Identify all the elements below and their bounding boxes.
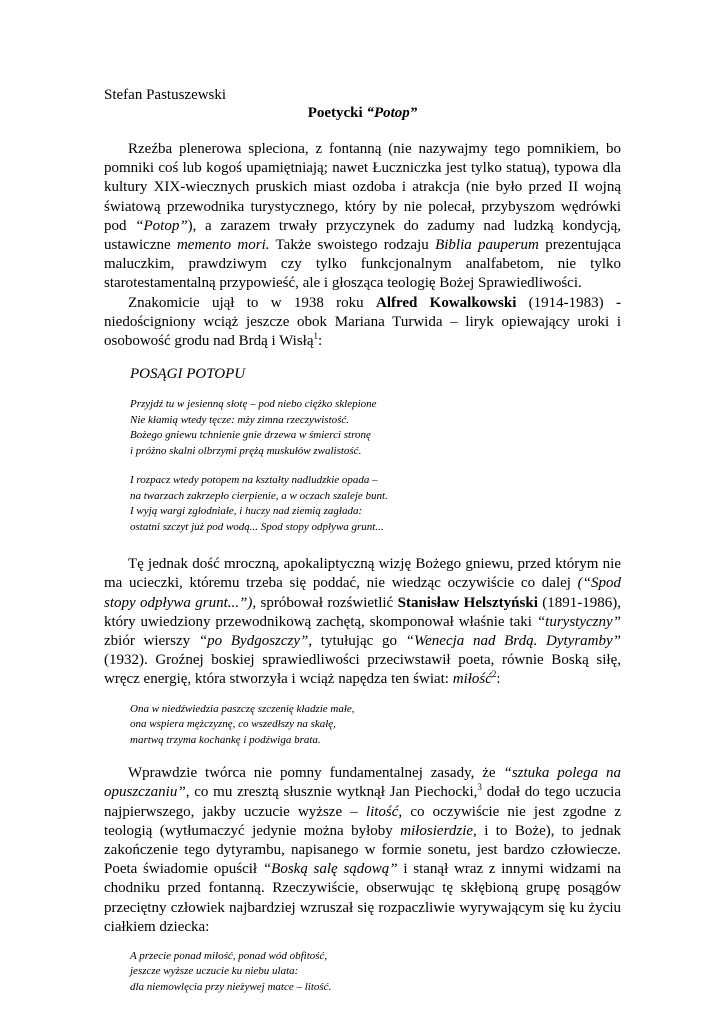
text-run-italic: “po Bydgoszczy” bbox=[198, 633, 309, 650]
text-run: , tytułując go bbox=[308, 633, 406, 650]
poem-line: I wyją wargi zgłodniałe, i huczy nad ziemią zagłada: bbox=[130, 505, 363, 518]
paragraph-2 bbox=[104, 294, 621, 352]
text-run-italic: litość, bbox=[365, 803, 403, 820]
text-run: ), a zarazem trwały przyczynek do zadumy nad ludzką kondycją, ustawiczne bbox=[104, 217, 621, 254]
text-run: Także swoistego rodzaju bbox=[269, 237, 436, 254]
paragraph-4 bbox=[104, 764, 621, 937]
poem-stanza-1 bbox=[130, 397, 621, 459]
poem-title: POSĄGI POTOPU bbox=[130, 366, 246, 383]
poem-line: martwą trzyma kochankę i podźwiga brata. bbox=[130, 733, 321, 746]
text-run: : bbox=[496, 671, 501, 688]
footnote-ref[interactable]: 2 bbox=[491, 669, 497, 680]
footnote-ref[interactable]: 3 bbox=[477, 782, 482, 793]
text-run: Wprawdzie twórca nie pomny fundamentalnej zasady, że bbox=[128, 765, 504, 782]
poem-quote-1 bbox=[130, 702, 621, 749]
text-run: , co mu zresztą słusznie wytknął Jan Piechocki, bbox=[185, 784, 478, 801]
poem-quote-2 bbox=[130, 949, 621, 996]
text-run-bold: - bbox=[615, 294, 621, 311]
poem-line: na twarzach zakrzepło cierpienie, a w oczach szaleje bunt. bbox=[130, 489, 388, 502]
poem-line: Przyjdź tu w jesienną słotę – pod niebo ciężko sklepione bbox=[130, 398, 377, 411]
title-italic: “Potop” bbox=[366, 105, 418, 121]
text-run-italic: “sztuka polega na opuszczaniu” bbox=[104, 765, 621, 801]
poem-line: i próżno skalni olbrzymi prężą muskułów zwalistość. bbox=[130, 444, 362, 457]
poem-stanza-2 bbox=[130, 473, 621, 535]
text-run: Tę jednak dość mroczną, apokaliptyczną wizję Bożego gniewu, przed którym nie ma ucieczki, któremu trzeba się poddać, nie wiedząc oczywiście co dalej bbox=[104, 556, 621, 592]
text-run: , spróbował rozświetlić bbox=[252, 594, 398, 611]
title-prefix: Poetycki bbox=[307, 105, 367, 121]
text-run: Rzeźba plenerowa spleciona, z fontanną (nie nazywajmy tego pomnikiem, bo pomniki coś lub kogoś upamiętniają; nawet Łuczniczka jest tylko statuą), typowa dla kultury XIX-wiecznych pruskich miast ozdoba i atrakcja (nie było przed II wojną światową przewodnika turystycznego, który by nie polecał, przybyszom wędrówki pod bbox=[104, 141, 621, 234]
paragraph-1 bbox=[104, 140, 621, 294]
poem-line: Bożego gniewu tchnienie gnie drzewa w śmierci stronę bbox=[130, 429, 371, 442]
text-run-italic: (“Spod stopy odpływa grunt...”) bbox=[104, 575, 621, 611]
author-name: Stefan Pastuszewski bbox=[104, 87, 227, 103]
poem-line: jeszcze wyższe uczucie ku niebu ulata: bbox=[130, 965, 299, 978]
poem-line: I rozpacz wtedy potopem na kształty nadludzkie opada – bbox=[130, 474, 378, 487]
text-run-italic: miłosierdzie, bbox=[400, 822, 477, 839]
text-run: (1891-1986), który uwiedziony przewodnikową zachętą, skomponował właśnie taki bbox=[104, 594, 621, 630]
poem-line: ostatni szczyt już pod wodą... Spod stopy odpływa grunt... bbox=[130, 520, 384, 533]
text-run: : bbox=[318, 333, 323, 350]
text-run: zbiór wierszy bbox=[104, 633, 199, 650]
poem-line: ona wspiera mężczyznę, co wszedłszy na skałę, bbox=[130, 718, 336, 731]
text-run: niedościgniony wciąż jeszcze obok Mariana Turwida – liryk opiewający uroki i osobowość grodu nad Brdą i Wisłą bbox=[104, 313, 621, 350]
text-run-italic: “Wenecja nad Brdą. Dytyramby” bbox=[405, 633, 622, 650]
text-run: prezentująca maluczkim, prawdziwym czy tylko funkcjonalnym analfabetom, nie tylko starotestamentalną przypowieść, ale i głosząca teologię Bożej Sprawiedliwości. bbox=[104, 237, 621, 292]
text-run-italic: Biblia pauperum bbox=[435, 237, 539, 254]
poem-line: dla niemowlęcia przy nieżywej matce – litość. bbox=[130, 980, 332, 993]
document-page bbox=[104, 86, 621, 1011]
text-run-bold: Alfred Kowalkowski bbox=[375, 294, 517, 311]
text-run-italic: “Potop” bbox=[135, 217, 188, 234]
text-run-italic: memento mori. bbox=[176, 237, 270, 254]
paragraph-3 bbox=[104, 555, 621, 689]
text-run-italic: “Boską salę sądową” bbox=[262, 861, 398, 878]
poem-line: A przecie ponad miłość, ponad wód obfitość, bbox=[130, 949, 328, 962]
text-run: co oczywiście nie jest zgodne z teologią (wytłumaczyć jedynie można byłoby bbox=[104, 803, 622, 839]
text-run: (1932). Groźnej boskiej sprawiedliwości przeciwstawił poeta, równie Boską siłę, wręcz energię, która stworzyła i wciąż napędza ten świat: bbox=[104, 652, 621, 688]
text-run: i stanął wraz z innymi widzami na chodniku przed fontanną. Rzeczywiście, obserwując tę skłębioną grupę posągów przeciętny człowiek najbardziej wzruszał się rozpaczliwie wyrywającym się ku życiu ciałkiem dziecka: bbox=[104, 861, 621, 935]
poem-line: Nie kłamią wtedy tęcze: mży zimna rzeczywistość. bbox=[130, 413, 350, 426]
footnote-ref[interactable]: 1 bbox=[313, 331, 319, 342]
text-run: dodał do tego uczucia najpierwszego, jakby uczucie wyższe – bbox=[104, 784, 621, 820]
text-run: (1914-1983) bbox=[516, 294, 616, 311]
text-run: i to Boże), to jednak zakończenie tego dytyrambu, napisanego w formie sonetu, jest bardzo człowiecze. Poeta świadomie opuścił bbox=[104, 822, 621, 878]
text-run: Znakomicie ujął to w 1938 roku bbox=[128, 294, 376, 311]
text-run-italic: “turystyczny” bbox=[536, 613, 621, 630]
poem-line: Ona w niedźwiedzia paszczę szczenię kładzie małe, bbox=[130, 702, 355, 715]
text-run-bold: Stanisław Helsztyński bbox=[397, 594, 538, 611]
article-title bbox=[104, 104, 621, 122]
text-run-italic: miłość bbox=[452, 671, 492, 688]
